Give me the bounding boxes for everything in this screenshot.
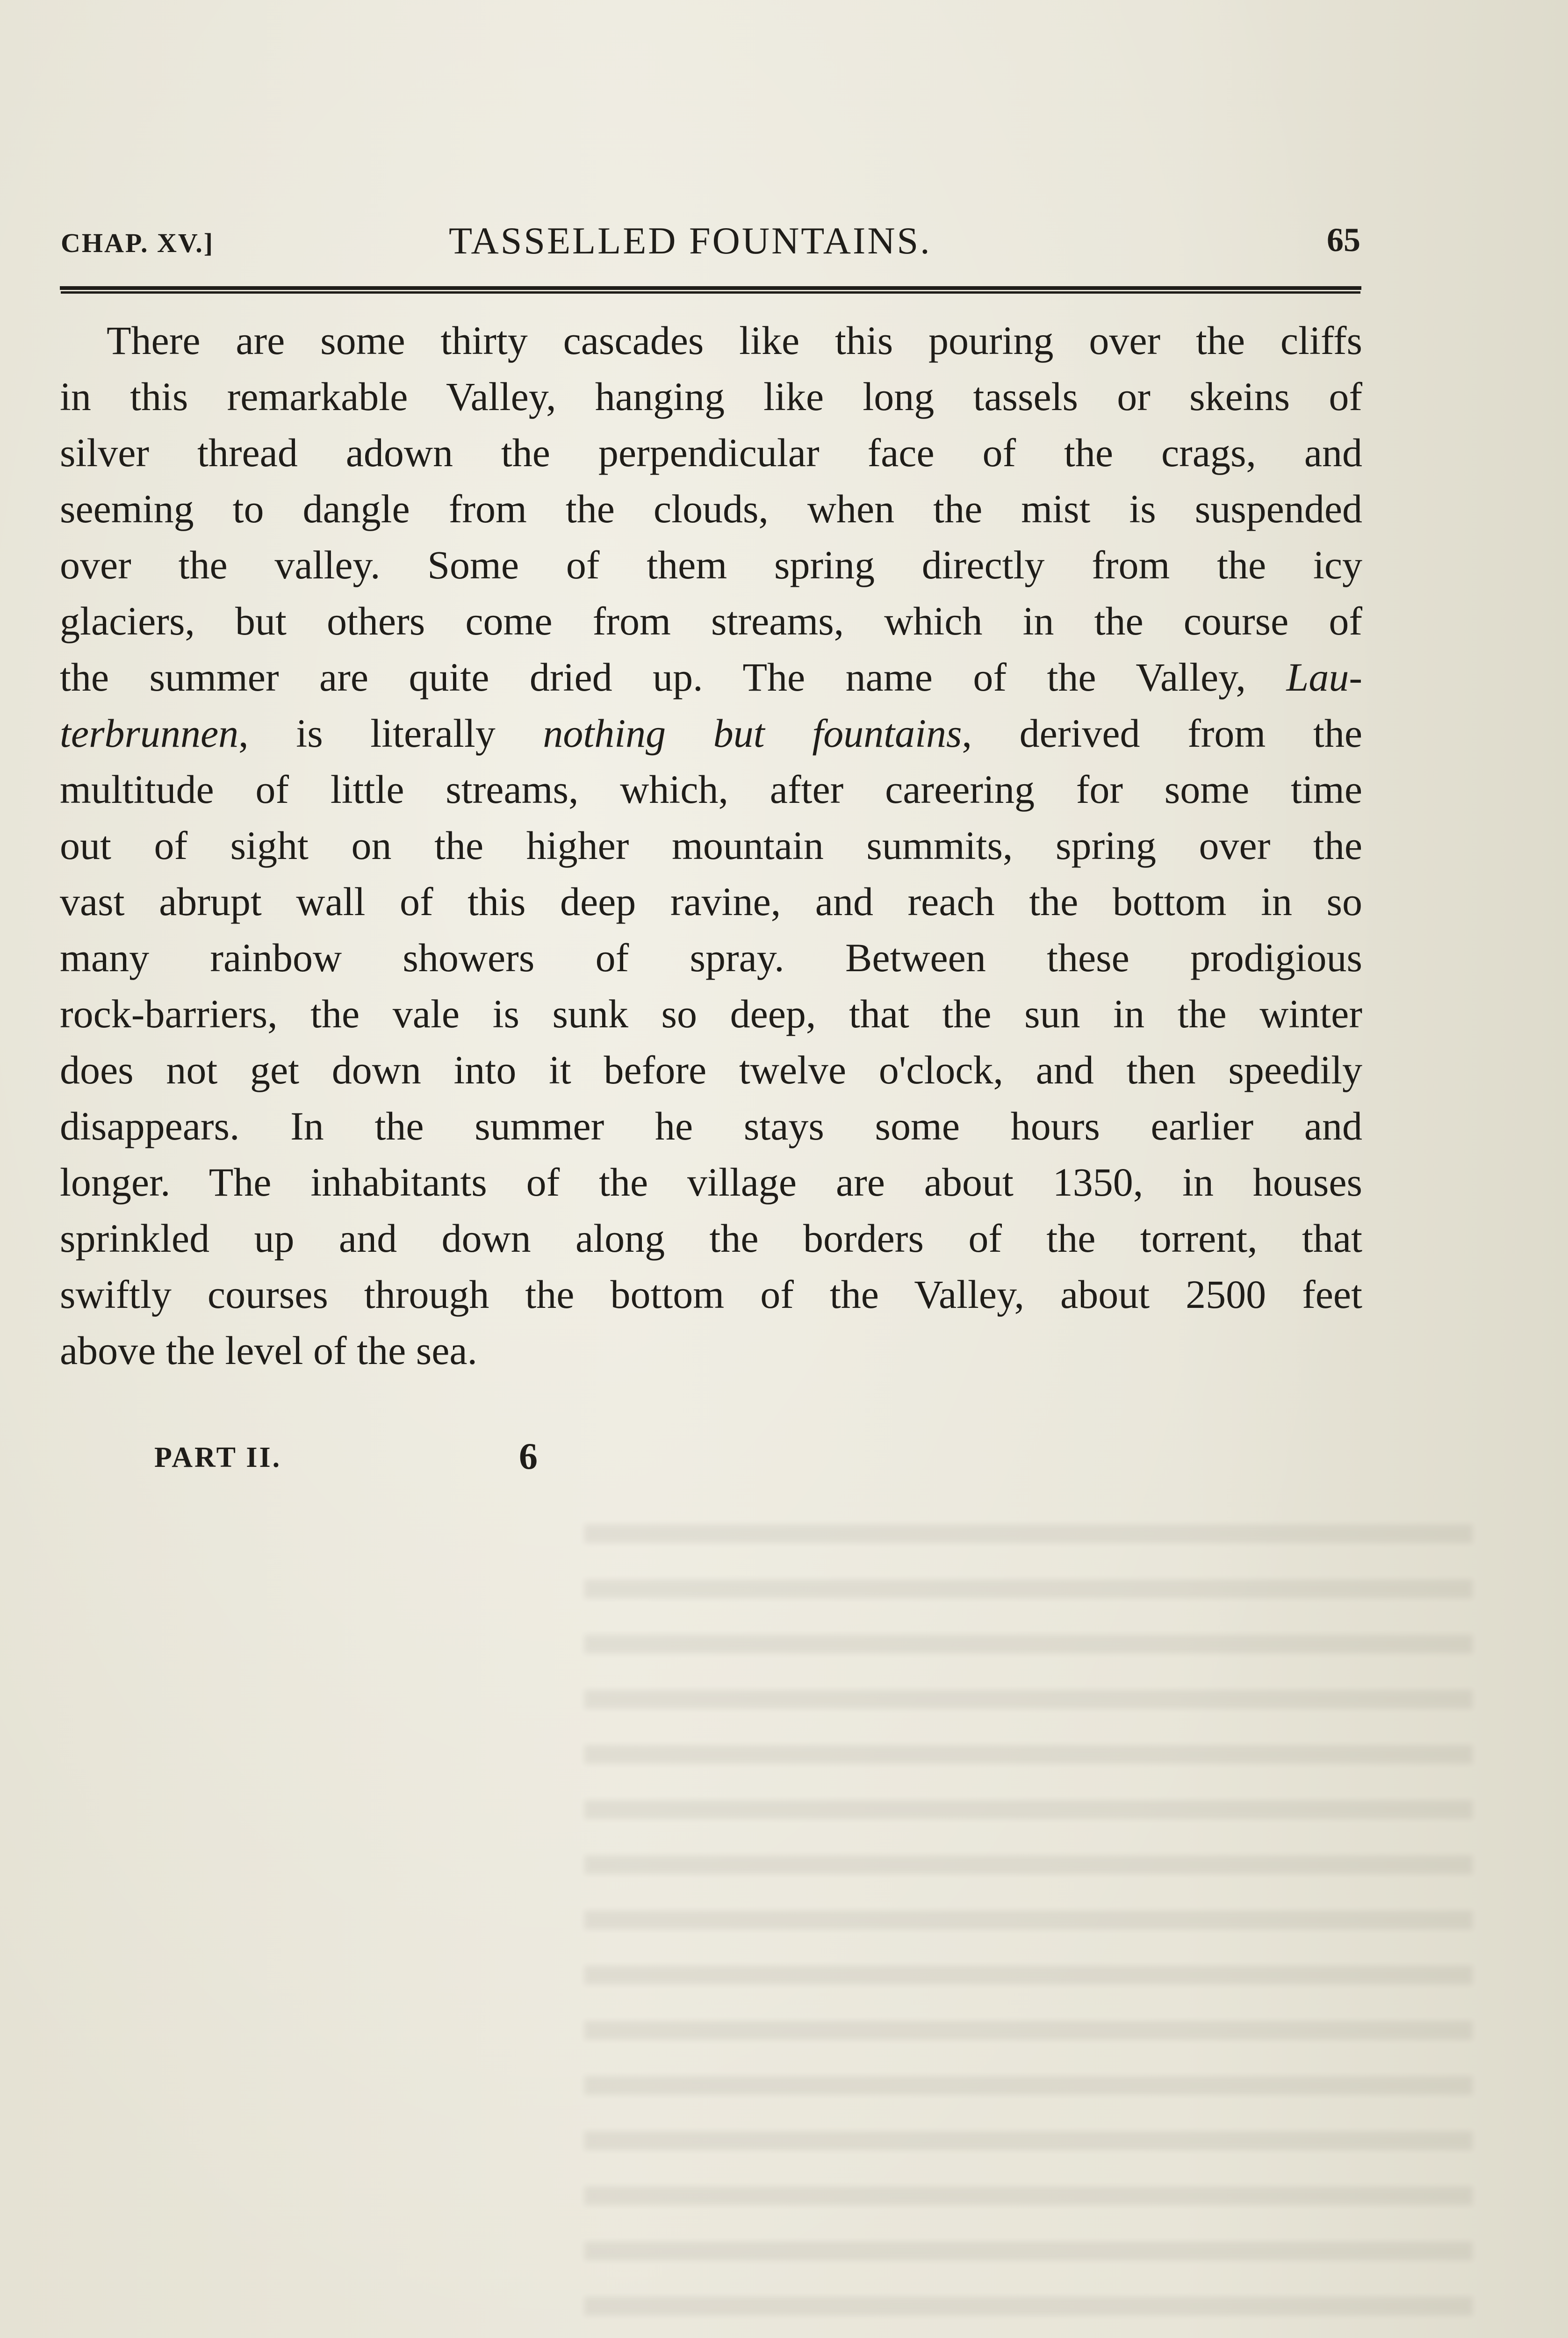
text-line: the summer are quite dried up. The name of the Valley, Lau- — [60, 655, 1362, 700]
show-through-text — [584, 1524, 1473, 2338]
header-rule — [60, 286, 1361, 291]
text-line: There are some thirty cascades like this pouring over the cliffs — [107, 318, 1362, 363]
text-line: multitude of little streams, which, after careering for some time — [60, 767, 1362, 812]
text-line: many rainbow showers of spray. Between these prodigious — [60, 935, 1362, 980]
text-line: silver thread adown the perpendicular face of the crags, and — [60, 430, 1362, 475]
text-line: seeming to dangle from the clouds, when the mist is suspended — [60, 486, 1362, 531]
text-line: in this remarkable Valley, hanging like long tassels or skeins of — [60, 374, 1362, 419]
text-line: over the valley. Some of them spring directly from the icy — [60, 542, 1362, 587]
text-line: terbrunnen, is literally nothing but fountains, derived from the — [60, 711, 1363, 756]
text-line: glaciers, but others come from streams, which in the course of — [60, 599, 1362, 643]
text-line: sprinkled up and down along the borders of the torrent, that — [60, 1216, 1362, 1261]
text-line: vast abrupt wall of this deep ravine, and reach the bottom in so — [60, 879, 1362, 924]
text-line: rock-barriers, the vale is sunk so deep, that the sun in the winter — [60, 991, 1362, 1036]
body-paragraph — [60, 312, 1362, 1378]
signature-mark — [154, 1436, 622, 1482]
text-line: out of sight on the higher mountain summits, spring over the — [60, 823, 1362, 868]
running-title: TASSELLED FOUNTAINS. — [449, 219, 932, 262]
running-header — [61, 219, 1360, 270]
signature-number: 6 — [519, 1436, 538, 1477]
text-line: swiftly courses through the bottom of the Valley, about 2500 feet — [60, 1272, 1362, 1317]
page-number: 65 — [1327, 221, 1360, 259]
signature-part: PART II. — [154, 1442, 282, 1473]
chapter-label: CHAP. XV.] — [61, 228, 215, 258]
text-line: above the level of the sea. — [60, 1328, 478, 1373]
text-line: longer. The inhabitants of the village are about 1350, in houses — [60, 1160, 1362, 1205]
text-line: does not get down into it before twelve o'clock, and then speedily — [60, 1047, 1362, 1092]
text-line: disappears. In the summer he stays some hours earlier and — [60, 1104, 1362, 1148]
